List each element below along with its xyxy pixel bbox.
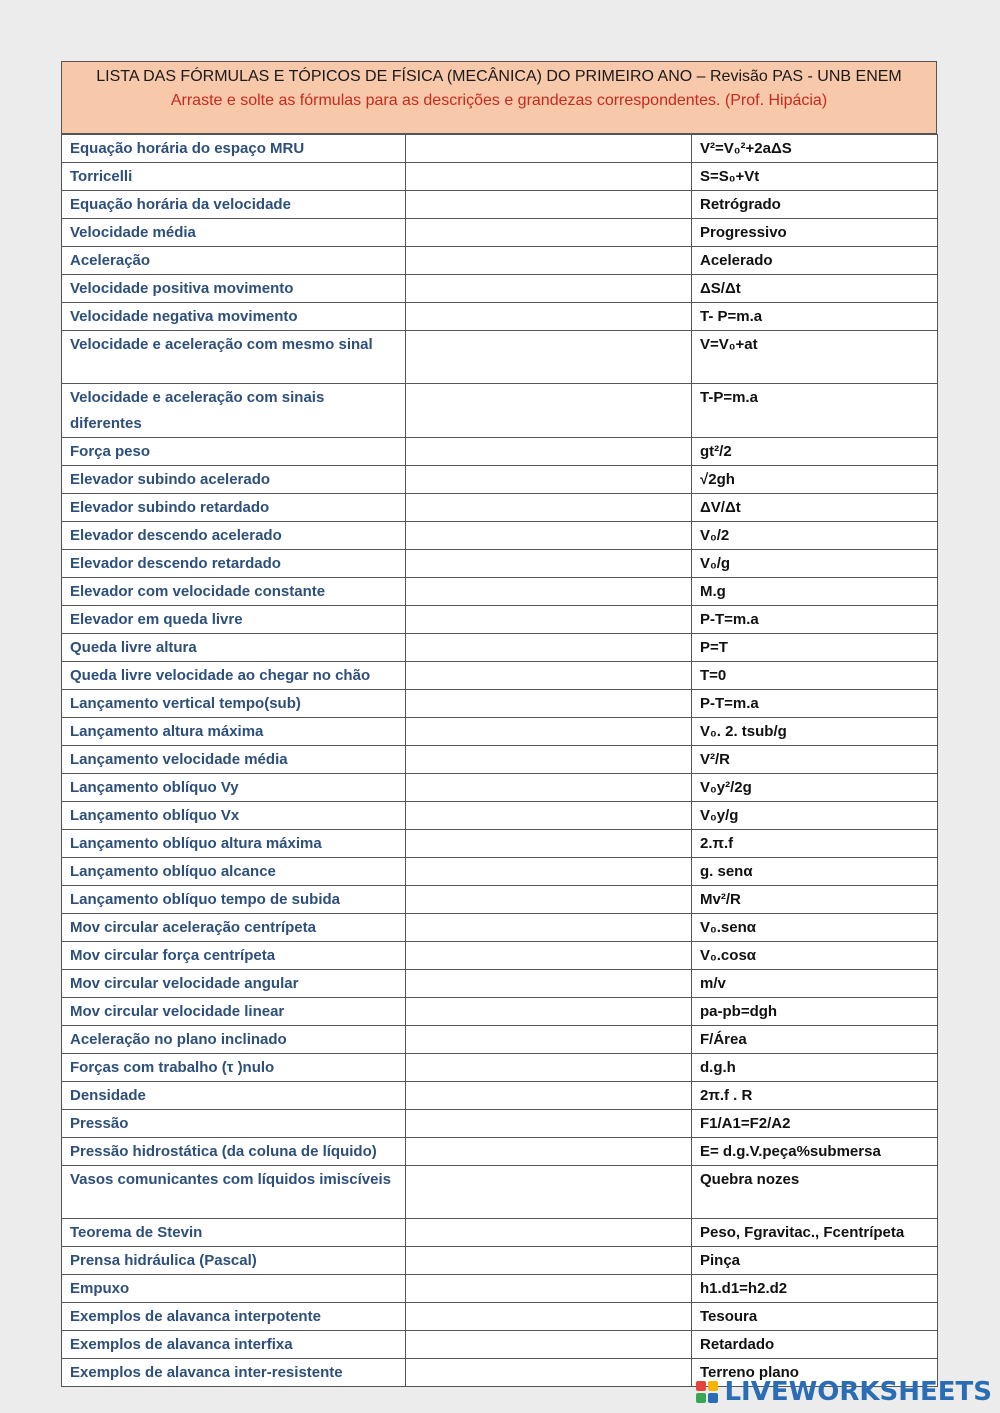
- table-row: [62, 690, 938, 718]
- drop-target[interactable]: [406, 550, 692, 578]
- description-cell: Mov circular força centrípeta: [62, 942, 406, 970]
- draggable-formula[interactable]: V=V₀+at: [692, 331, 938, 384]
- table-row: [62, 1082, 938, 1110]
- description-cell: Elevador subindo retardado: [62, 494, 406, 522]
- description-cell: Velocidade média: [62, 219, 406, 247]
- drop-target[interactable]: [406, 191, 692, 219]
- draggable-formula[interactable]: E= d.g.V.peça%submersa: [692, 1138, 938, 1166]
- drop-target[interactable]: [406, 135, 692, 163]
- draggable-formula[interactable]: V₀. 2. tsub/g: [692, 718, 938, 746]
- drop-target[interactable]: [406, 438, 692, 466]
- table-row: [62, 634, 938, 662]
- description-cell: Lançamento oblíquo Vx: [62, 802, 406, 830]
- table-row: [62, 1219, 938, 1247]
- draggable-formula[interactable]: Tesoura: [692, 1303, 938, 1331]
- table-row: [62, 303, 938, 331]
- description-cell: Equação horária da velocidade: [62, 191, 406, 219]
- drop-target[interactable]: [406, 275, 692, 303]
- description-cell: Lançamento oblíquo alcance: [62, 858, 406, 886]
- table-row: [62, 494, 938, 522]
- logo-square-red: [696, 1381, 706, 1391]
- drop-target[interactable]: [406, 634, 692, 662]
- draggable-formula[interactable]: Retardado: [692, 1331, 938, 1359]
- draggable-formula[interactable]: m/v: [692, 970, 938, 998]
- table-row: [62, 1166, 938, 1219]
- draggable-formula[interactable]: V₀.cosα: [692, 942, 938, 970]
- description-cell: Elevador descendo acelerado: [62, 522, 406, 550]
- draggable-formula[interactable]: V²/R: [692, 746, 938, 774]
- table-row: [62, 466, 938, 494]
- draggable-formula[interactable]: T=0: [692, 662, 938, 690]
- draggable-formula[interactable]: Pinça: [692, 1247, 938, 1275]
- draggable-formula[interactable]: Terreno plano: [692, 1359, 938, 1387]
- table-row: [62, 1247, 938, 1275]
- drop-target[interactable]: [406, 1359, 692, 1387]
- draggable-formula[interactable]: Retrógrado: [692, 191, 938, 219]
- description-cell: Força peso: [62, 438, 406, 466]
- table-row: [62, 1110, 938, 1138]
- description-cell: Prensa hidráulica (Pascal): [62, 1247, 406, 1275]
- table-row: [62, 998, 938, 1026]
- table-row: [62, 1026, 938, 1054]
- draggable-formula[interactable]: g. senα: [692, 858, 938, 886]
- table-row: [62, 830, 938, 858]
- drop-target[interactable]: [406, 746, 692, 774]
- drop-target[interactable]: [406, 662, 692, 690]
- description-cell: Velocidade negativa movimento: [62, 303, 406, 331]
- draggable-formula[interactable]: h1.d1=h2.d2: [692, 1275, 938, 1303]
- drop-target[interactable]: [406, 1166, 692, 1219]
- drop-target[interactable]: [406, 1219, 692, 1247]
- drop-target[interactable]: [406, 1247, 692, 1275]
- drop-target[interactable]: [406, 886, 692, 914]
- description-cell: Elevador subindo acelerado: [62, 466, 406, 494]
- description-cell: Lançamento altura máxima: [62, 718, 406, 746]
- draggable-formula[interactable]: pa-pb=dgh: [692, 998, 938, 1026]
- draggable-formula[interactable]: ΔV/Δt: [692, 494, 938, 522]
- logo-square-green: [696, 1393, 706, 1403]
- description-cell: Lançamento oblíquo Vy: [62, 774, 406, 802]
- description-cell: Empuxo: [62, 1275, 406, 1303]
- table-row: [62, 163, 938, 191]
- drop-target[interactable]: [406, 1138, 692, 1166]
- table-row: [62, 1138, 938, 1166]
- table-row: [62, 219, 938, 247]
- table-row: [62, 802, 938, 830]
- drop-target[interactable]: [406, 1054, 692, 1082]
- drop-target[interactable]: [406, 690, 692, 718]
- description-cell: Mov circular velocidade angular: [62, 970, 406, 998]
- draggable-formula[interactable]: F1/A1=F2/A2: [692, 1110, 938, 1138]
- draggable-formula[interactable]: √2gh: [692, 466, 938, 494]
- draggable-formula[interactable]: V₀.senα: [692, 914, 938, 942]
- description-cell: Velocidade e aceleração com mesmo sinal: [62, 331, 406, 384]
- draggable-formula[interactable]: M.g: [692, 578, 938, 606]
- draggable-formula[interactable]: ΔS/Δt: [692, 275, 938, 303]
- description-cell: Exemplos de alavanca interpotente: [62, 1303, 406, 1331]
- drop-target[interactable]: [406, 1275, 692, 1303]
- drop-target[interactable]: [406, 942, 692, 970]
- matching-table: [61, 134, 938, 1387]
- drop-target[interactable]: [406, 718, 692, 746]
- draggable-formula[interactable]: Acelerado: [692, 247, 938, 275]
- draggable-formula[interactable]: gt²/2: [692, 438, 938, 466]
- drop-target[interactable]: [406, 858, 692, 886]
- description-cell: Pressão: [62, 1110, 406, 1138]
- description-cell: Aceleração: [62, 247, 406, 275]
- draggable-formula[interactable]: P-T=m.a: [692, 606, 938, 634]
- table-row: [62, 718, 938, 746]
- drop-target[interactable]: [406, 802, 692, 830]
- description-cell: Teorema de Stevin: [62, 1219, 406, 1247]
- description-cell: Vasos comunicantes com líquidos imiscíveis: [62, 1166, 406, 1219]
- draggable-formula[interactable]: V₀y²/2g: [692, 774, 938, 802]
- draggable-formula[interactable]: Mv²/R: [692, 886, 938, 914]
- description-cell: Elevador com velocidade constante: [62, 578, 406, 606]
- draggable-formula[interactable]: F/Área: [692, 1026, 938, 1054]
- drop-target[interactable]: [406, 303, 692, 331]
- liveworksheets-brand[interactable]: [696, 1377, 992, 1407]
- drop-target[interactable]: [406, 774, 692, 802]
- drop-target[interactable]: [406, 830, 692, 858]
- table-row: [62, 1054, 938, 1082]
- description-cell: Equação horária do espaço MRU: [62, 135, 406, 163]
- drop-target[interactable]: [406, 1331, 692, 1359]
- description-cell: Queda livre altura: [62, 634, 406, 662]
- table-row: [62, 135, 938, 163]
- table-row: [62, 746, 938, 774]
- description-cell: Elevador descendo retardado: [62, 550, 406, 578]
- drop-target[interactable]: [406, 163, 692, 191]
- table-row: [62, 331, 938, 384]
- table-row: [62, 578, 938, 606]
- draggable-formula[interactable]: V²=V₀²+2aΔS: [692, 135, 938, 163]
- draggable-formula[interactable]: P-T=m.a: [692, 690, 938, 718]
- description-cell: Lançamento oblíquo altura máxima: [62, 830, 406, 858]
- drop-target[interactable]: [406, 1082, 692, 1110]
- description-cell: Densidade: [62, 1082, 406, 1110]
- drop-target[interactable]: [406, 494, 692, 522]
- table-row: [62, 522, 938, 550]
- draggable-formula[interactable]: d.g.h: [692, 1054, 938, 1082]
- table-row: [62, 275, 938, 303]
- drop-target[interactable]: [406, 1110, 692, 1138]
- draggable-formula[interactable]: S=S₀+Vt: [692, 163, 938, 191]
- liveworksheets-logo-icon: [696, 1381, 718, 1403]
- drop-target[interactable]: [406, 247, 692, 275]
- drop-target[interactable]: [406, 219, 692, 247]
- drop-target[interactable]: [406, 384, 692, 438]
- drop-target[interactable]: [406, 970, 692, 998]
- description-cell: Exemplos de alavanca inter-resistente: [62, 1359, 406, 1387]
- table-row: [62, 1331, 938, 1359]
- description-cell: Mov circular velocidade linear: [62, 998, 406, 1026]
- table-row: [62, 886, 938, 914]
- drop-target[interactable]: [406, 606, 692, 634]
- table-row: [62, 191, 938, 219]
- draggable-formula[interactable]: Quebra nozes: [692, 1166, 938, 1219]
- draggable-formula[interactable]: Progressivo: [692, 219, 938, 247]
- table-row: [62, 942, 938, 970]
- draggable-formula[interactable]: V₀/g: [692, 550, 938, 578]
- draggable-formula[interactable]: T- P=m.a: [692, 303, 938, 331]
- description-cell: Aceleração no plano inclinado: [62, 1026, 406, 1054]
- draggable-formula[interactable]: 2π.f . R: [692, 1082, 938, 1110]
- description-cell: Exemplos de alavanca interfixa: [62, 1331, 406, 1359]
- drop-target[interactable]: [406, 466, 692, 494]
- logo-square-blue: [708, 1393, 718, 1403]
- drop-target[interactable]: [406, 578, 692, 606]
- brand-name: LIVEWORKSHEETS: [724, 1377, 992, 1407]
- description-cell: Elevador em queda livre: [62, 606, 406, 634]
- table-row: [62, 438, 938, 466]
- table-row: [62, 774, 938, 802]
- worksheet: [61, 61, 937, 1387]
- draggable-formula[interactable]: T-P=m.a: [692, 384, 938, 438]
- description-cell: Torricelli: [62, 163, 406, 191]
- instructions: Arraste e solte as fórmulas para as descrições e grandezas correspondentes. (Prof. Hipácia): [170, 92, 828, 109]
- description-cell: Velocidade e aceleração com sinais diferentes: [62, 384, 406, 438]
- description-cell: Lançamento oblíquo tempo de subida: [62, 886, 406, 914]
- page-title: LISTA DAS FÓRMULAS E TÓPICOS DE FÍSICA (MECÂNICA) DO PRIMEIRO ANO – Revisão PAS - UNB ENEM: [96, 68, 902, 85]
- table-row: [62, 858, 938, 886]
- table-row: [62, 247, 938, 275]
- table-row: [62, 1275, 938, 1303]
- table-row: [62, 662, 938, 690]
- description-cell: Queda livre velocidade ao chegar no chão: [62, 662, 406, 690]
- table-row: [62, 550, 938, 578]
- drop-target[interactable]: [406, 998, 692, 1026]
- description-cell: Lançamento velocidade média: [62, 746, 406, 774]
- table-row: [62, 384, 938, 438]
- description-cell: Pressão hidrostática (da coluna de líquido): [62, 1138, 406, 1166]
- draggable-formula[interactable]: V₀y/g: [692, 802, 938, 830]
- table-row: [62, 606, 938, 634]
- table-row: [62, 1303, 938, 1331]
- table-row: [62, 970, 938, 998]
- worksheet-header: [61, 61, 937, 134]
- description-cell: Forças com trabalho (τ )nulo: [62, 1054, 406, 1082]
- draggable-formula[interactable]: Peso, Fgravitac., Fcentrípeta: [692, 1219, 938, 1247]
- draggable-formula[interactable]: 2.π.f: [692, 830, 938, 858]
- logo-square-yellow: [708, 1381, 718, 1391]
- draggable-formula[interactable]: V₀/2: [692, 522, 938, 550]
- drop-target[interactable]: [406, 1026, 692, 1054]
- drop-target[interactable]: [406, 331, 692, 384]
- draggable-formula[interactable]: P=T: [692, 634, 938, 662]
- drop-target[interactable]: [406, 914, 692, 942]
- description-cell: Lançamento vertical tempo(sub): [62, 690, 406, 718]
- description-cell: Mov circular aceleração centrípeta: [62, 914, 406, 942]
- table-row: [62, 914, 938, 942]
- drop-target[interactable]: [406, 1303, 692, 1331]
- drop-target[interactable]: [406, 522, 692, 550]
- description-cell: Velocidade positiva movimento: [62, 275, 406, 303]
